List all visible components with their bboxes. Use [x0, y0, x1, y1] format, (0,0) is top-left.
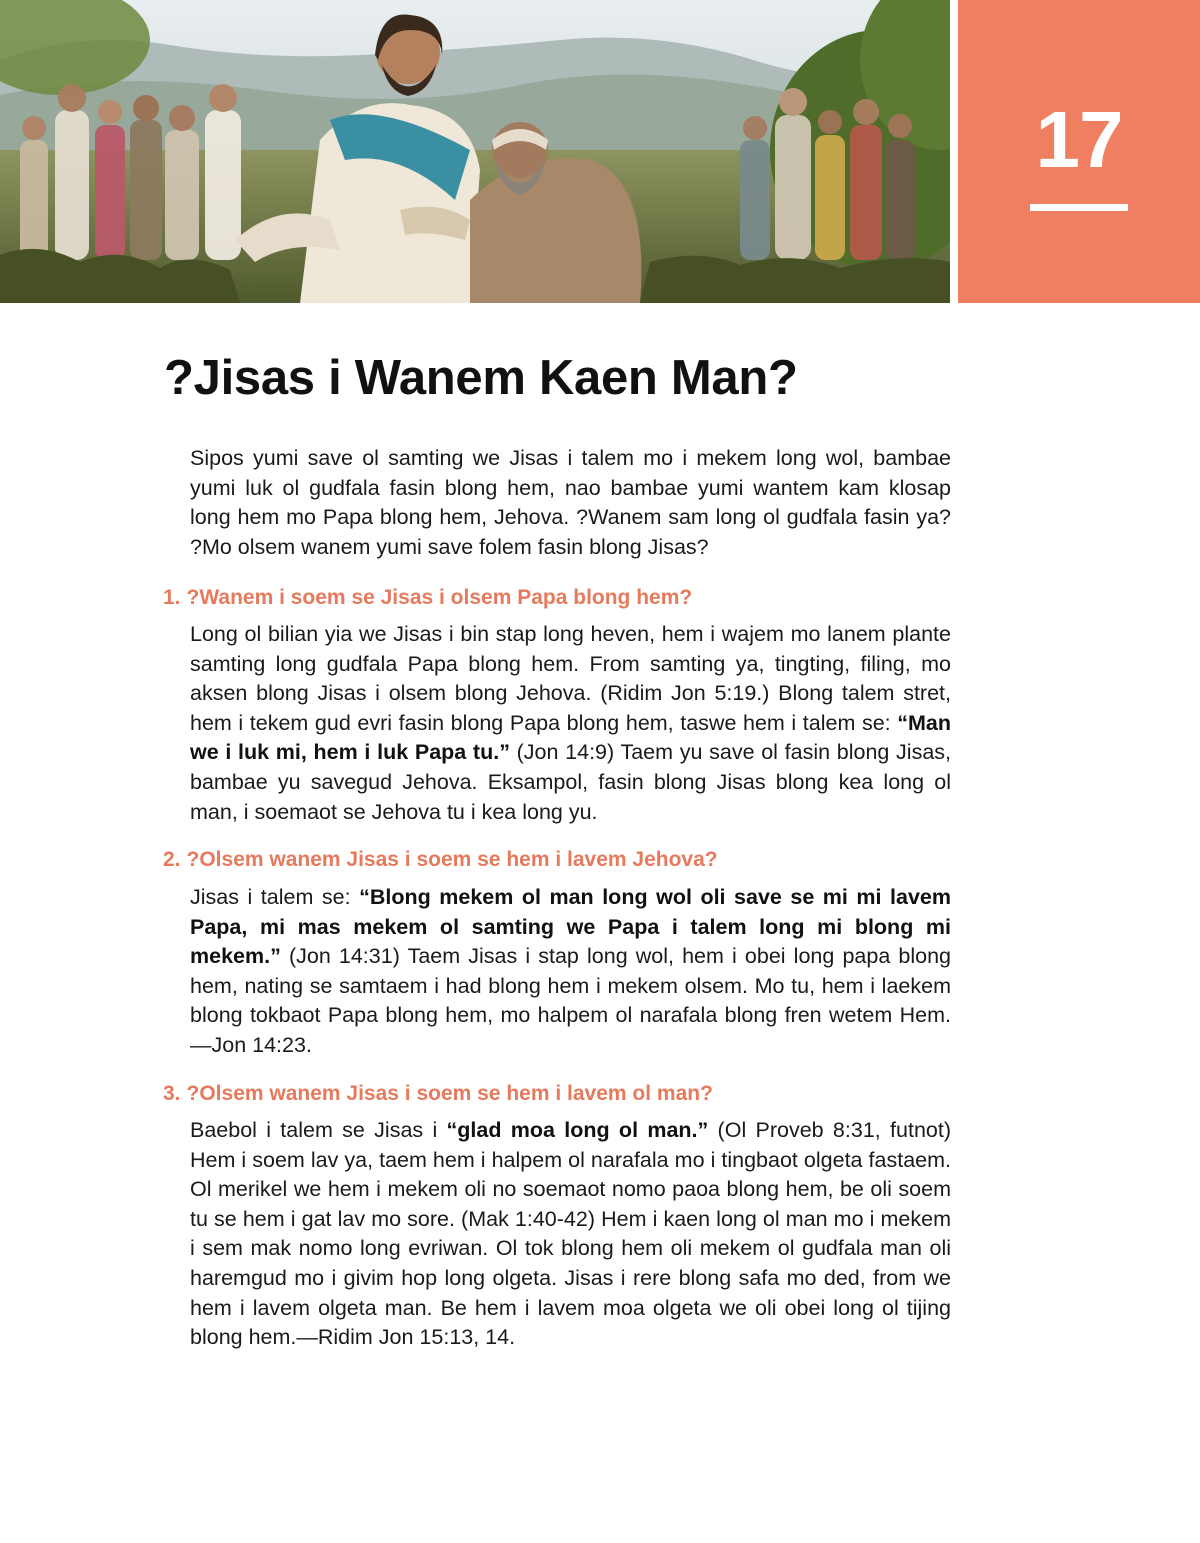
intro-paragraph: Sipos yumi save ol samting we Jisas i talem mo i mekem long wol, bambae yumi luk ol gudfala fasin blong hem, nao bambae yumi wantem kam klosap long hem mo Papa blong hem, Jehova. ?Wanem sam long ol gudfala fasin ya? ?Mo olsem wanem yumi save folem fasin blong Jisas? — [190, 446, 951, 559]
question-3 — [163, 1082, 713, 1106]
answer-paragraph-2 — [190, 883, 951, 1061]
question-text: ?Wanem i soem se Jisas i olsem Papa blong hem? — [186, 586, 693, 609]
chapter-underline — [1030, 204, 1128, 211]
chapter-tab — [958, 0, 1200, 303]
question-number: 1. — [163, 586, 181, 609]
answer-paragraph-3 — [190, 1116, 951, 1353]
question-number: 2. — [163, 848, 181, 871]
header-illustration — [0, 0, 950, 303]
quoted-scripture: “Man we i luk mi, hem i luk Papa tu.” — [190, 710, 951, 765]
quoted-scripture: “glad moa long ol man.” — [446, 1118, 709, 1142]
paragraph-text: Long ol bilian yia we Jisas i bin stap long heven, hem i wajem mo lanem plante samting long gudfala Papa blong hem. From samting ya, tingting, filing, mo aksen blong Jisas i olsem blong Jehova. (Ridim Jon 5:19.) Blong talem stret, hem i tekem gud evri fasin blong Papa blong hem, taswe hem i talem se: — [190, 622, 951, 735]
question-text: ?Olsem wanem Jisas i soem se hem i lavem Jehova? — [186, 848, 718, 871]
answer-paragraph-1 — [190, 620, 951, 827]
question-2 — [163, 848, 718, 872]
page-title: ?Jisas i Wanem Kaen Man? — [164, 351, 798, 405]
chapter-number: 17 — [1035, 95, 1123, 184]
question-number: 3. — [163, 1082, 181, 1105]
paragraph-text: (Ol Proveb 8:31, futnot) Hem i soem lav ya, taem hem i halpem ol narafala mo i tingbaot olgeta fastaem. Ol merikel we hem i mekem oli no soemaot nomo paoa blong hem, be oli soem tu se hem i gat lav mo sore. (Mak 1:40-42) Hem i kaen long ol man mo i mekem i sem mak nomo long evriwan. Ol tok blong hem oli mekem ol gudfala man oli haremgud mo i givim hop long olgeta. Jisas i rere blong safa mo ded, from we hem i lavem olgeta man. Be hem i lavem moa olgeta we oli obei long ol tijing blong hem.—Ridim Jon 15:13, 14. — [190, 1118, 951, 1350]
paragraph-text: (Jon 14:9) Taem yu save ol fasin blong Jisas, bambae yu savegud Jehova. Eksampol, fasin blong Jisas blong kea long ol man, i soemaot se Jehova tu i kea long yu. — [190, 740, 952, 824]
paragraph-text: (Jon 14:31) Taem Jisas i stap long wol, hem i obei long papa blong hem, nating se samtaem i had blong hem i mekem olsem. Mo tu, hem i laekem blong tokbaot Papa blong hem, mo halpem ol narafala blong fren wetem Hem.—Jon 14:23. — [190, 944, 951, 1057]
question-text: ?Olsem wanem Jisas i soem se hem i lavem ol man? — [186, 1082, 713, 1105]
question-1 — [163, 586, 692, 610]
paragraph-text: Baebol i talem se Jisas i — [190, 1118, 447, 1142]
paragraph-text: Jisas i talem se: — [190, 885, 360, 909]
quoted-scripture: “Blong mekem ol man long wol oli save se mi mi lavem Papa, mi mas mekem ol samting we Papa i talem long mi blong mi mekem.” — [190, 885, 951, 969]
